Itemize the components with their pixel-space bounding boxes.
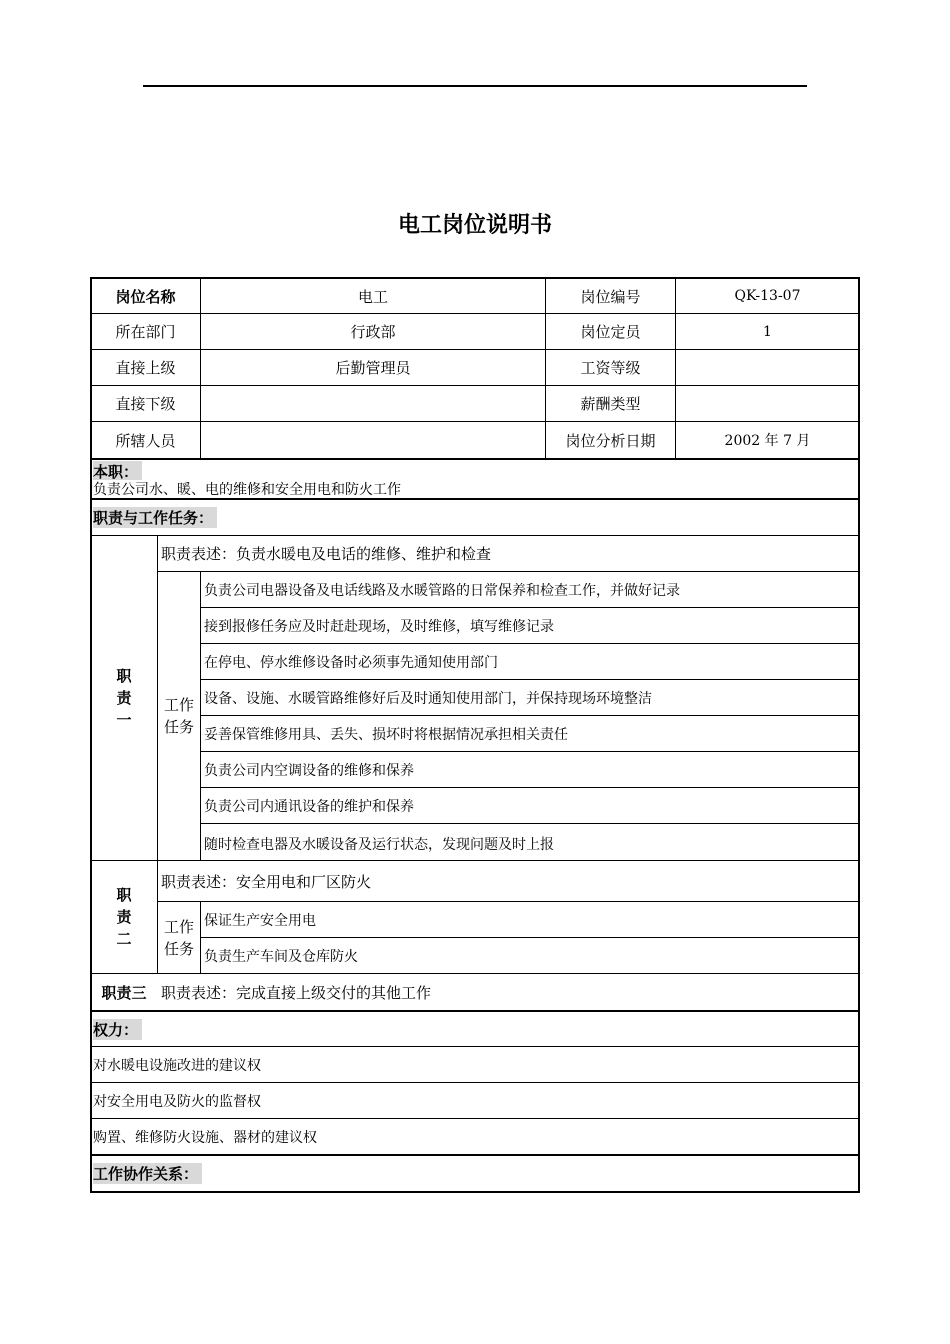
page-title: 电工岗位说明书: [397, 213, 552, 238]
duty1-description: 职责表述：负责水暖电及电话的维修、维护和检查: [161, 545, 492, 563]
header-rule: [143, 85, 807, 87]
position-name-value: 电工: [357, 287, 388, 306]
duty1-task-6: 负责公司内空调设备的维修和保养: [204, 762, 414, 779]
duty1-task-8: 随时检查电器及水暖设备及运行状态，发现问题及时上报: [204, 837, 554, 853]
duty1-task-3: 在停电、停水维修设备时必须事先通知使用部门: [204, 654, 498, 671]
duty1-label-char1: 职: [116, 667, 132, 685]
duties-label: 职责与工作任务：: [93, 507, 217, 528]
analysis-date-label: 岗位分析日期: [565, 431, 656, 450]
cooperation-heading: [93, 1156, 853, 1191]
authority-item-3: 购置、维修防火设施、器材的建议权: [93, 1129, 317, 1146]
duty2-label: [91, 861, 157, 973]
pay-type-label: 薪酬类型: [580, 395, 641, 413]
duty1-task-2: 接到报修任务应及时赶赴现场，及时维修，填写维修记录: [204, 618, 554, 635]
subordinate-label: 直接下级: [115, 395, 176, 413]
core-duty-heading: [93, 461, 853, 480]
duty2-label-char3: 二: [116, 930, 132, 948]
staff-label: 所辖人员: [115, 431, 176, 450]
superior-value: 后勤管理员: [335, 359, 411, 377]
department-value: 行政部: [350, 323, 396, 341]
duty1-task-4: 设备、设施、水暖管路维修好后及时通知使用部门，并保持现场环境整洁: [204, 690, 652, 707]
cooperation-label: 工作协作关系：: [93, 1163, 202, 1184]
duty1-label-char3: 一: [116, 711, 132, 729]
duty1-label-char2: 责: [116, 689, 132, 707]
duty2-description: 职责表述：安全用电和厂区防火: [161, 872, 372, 891]
core-duty-label: 本职：: [93, 461, 142, 480]
position-name-label: 岗位名称: [115, 287, 176, 306]
core-duty-text: 负责公司水、暖、电的维修和安全用电和防火工作: [93, 482, 401, 498]
duty1-task-1: 负责公司电器设备及电话线路及水暖管路的日常保养和检查工作，并做好记录: [204, 582, 680, 599]
authority-item-1: 对水暖电设施改进的建议权: [93, 1057, 261, 1074]
duty1-task-7: 负责公司内通讯设备的维护和保养: [204, 798, 414, 815]
staff-value: [201, 422, 545, 458]
pay-type-value: [676, 386, 859, 421]
department-label: 所在部门: [115, 323, 176, 341]
duty1-task-5: 妥善保管维修用具、丢失、损坏时将根据情况承担相关责任: [204, 726, 568, 743]
duty2-task-label: 工作 任务: [163, 917, 194, 958]
duties-heading: [93, 500, 853, 535]
duty2-task-1: 保证生产安全用电: [204, 912, 316, 929]
duty3-label: 职责三: [101, 983, 147, 1002]
position-code-value: QK-13-07: [734, 288, 801, 304]
duty2-label-char2: 责: [116, 908, 132, 926]
subordinate-value: [201, 386, 545, 421]
headcount-value: 1: [763, 323, 772, 340]
duty2-task-2: 负责生产车间及仓库防火: [204, 948, 358, 965]
duty3-description: 职责表述：完成直接上级交付的其他工作: [161, 983, 432, 1002]
duty1-label: [91, 536, 157, 860]
authority-label: 权力：: [93, 1019, 142, 1040]
superior-label: 直接上级: [115, 359, 176, 377]
authority-heading: [93, 1012, 853, 1046]
position-code-label: 岗位编号: [580, 287, 641, 306]
duty1-task-label: 工作 任务: [163, 696, 194, 736]
authority-item-2: 对安全用电及防火的监督权: [93, 1093, 261, 1110]
salary-grade-value: [676, 350, 859, 385]
salary-grade-label: 工资等级: [580, 359, 641, 377]
analysis-date-value: 2002 年 7 月: [724, 433, 811, 449]
headcount-label: 岗位定员: [580, 323, 641, 341]
duty2-label-char1: 职: [116, 886, 132, 904]
